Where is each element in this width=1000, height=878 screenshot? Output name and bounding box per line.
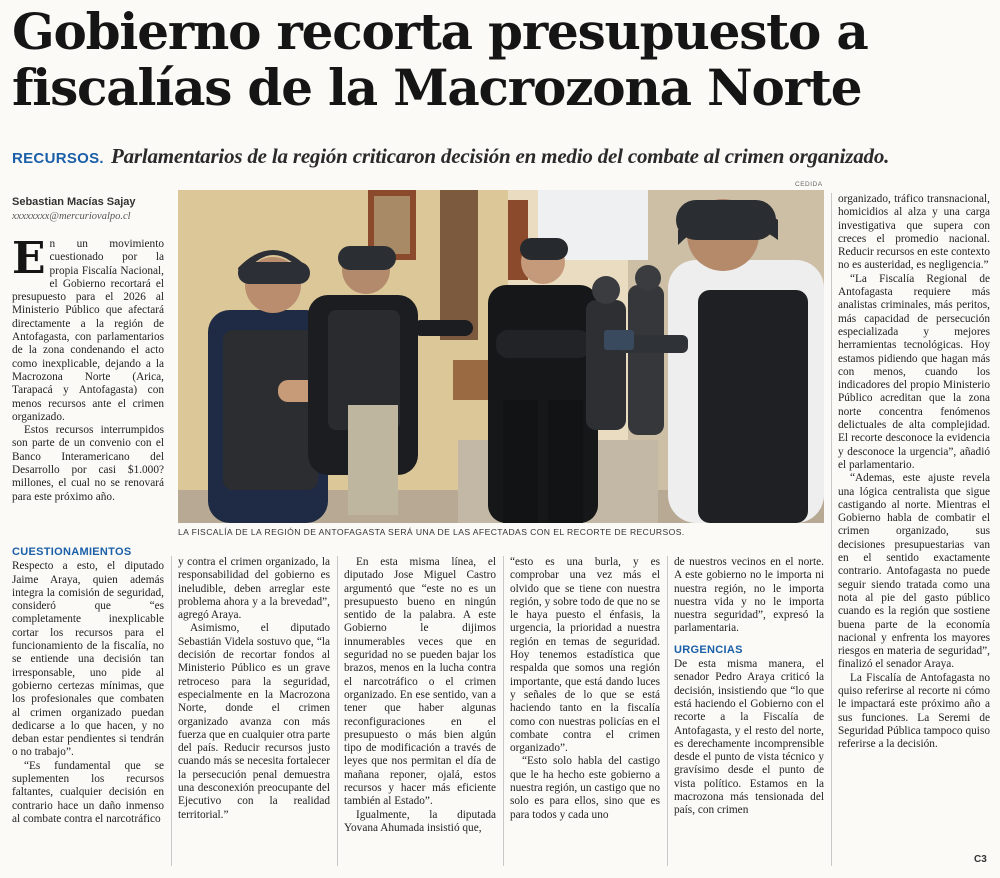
column-2 xyxy=(178,556,330,866)
headline-line-1: Gobierno recorta presupuesto a xyxy=(12,2,868,61)
paragraph: y contra el crimen organizado, la responsabilidad del gobierno es ineludible, deben arreglar este problema ahora y a la brevedad”, agregó Araya. xyxy=(178,556,330,622)
column-rule xyxy=(171,556,172,866)
column-1-lower xyxy=(12,543,164,863)
paragraph: Igualmente, la diputada Yovana Ahumada insistió que, xyxy=(344,808,496,834)
column-5 xyxy=(674,556,824,866)
paragraph: “esto es una burla, y es comprobar una vez más el olvido que se tiene con nuestra región, y sobre todo de que no se le haya puesto el énfasis, la urgencia, la prioridad a nuestra región en temas de seguridad. Hoy tenemos estadística que respalda que somos una región importante, que está dando luces y señales de lo que se está haciendo tanto en la fiscalía como con nuestras policías en el combate contra el crimen organizado”. xyxy=(510,556,660,755)
paragraph: Respecto a esto, el diputado Jaime Araya, quien además integra la comisión de seguridad, consideró que “es completamente inexplicable cortar los recursos para el funcionamiento de la fiscalía, no se entiende una decisión tan irresponsable, uno pide al gobierno certezas mínimas, que los profesionales que combaten al crimen organizado puedan dedicarse a lo que hacen, y no deban estar pendientes si tendrán o no trabajo”. xyxy=(12,560,164,759)
headline-line-2: fiscalías de la Macrozona Norte xyxy=(12,58,862,117)
section-heading-cuestionamientos: CUESTIONAMIENTOS xyxy=(12,546,132,558)
paragraph: “Esto solo habla del castigo que le ha hecho este gobierno a nuestra región, un castigo que no solo es para ellos, sino que es para todos y cada uno xyxy=(510,755,660,821)
kicker-tag: RECURSOS. xyxy=(12,150,104,167)
lead-paragraph: En un movimiento cuestionado por la propia Fiscalía Nacional, el Gobierno recortará el presupuesto para el 2026 al Ministerio Público que afectará directamente a la región de Antofagasta, con parlamentarios de la zona condenando el acto como inexplicable, dejando a la Macrozona Norte (Arica, Tarapacá y Antofagasta) con menos recursos ante el crimen organizado. xyxy=(12,238,164,423)
column-3 xyxy=(344,556,496,866)
paragraph: En esta misma línea, el diputado Jose Miguel Castro argumentó que “este no es un presupuesto bueno en ningún sentido de la palabra. A este Gobierno le dijimos innumerables veces que en seguridad no se pueden bajar los brazos, menos en la lucha contra el narcotráfico o el crimen organizado. En ese sentido, van a tener que haber algunas reconfiguraciones en el presupuesto o más bien algún tipo de modificación a través de leyes que nos permitan el día de mañana reponer, ojalá, estos recursos y hacer más eficiente también al Estado”. xyxy=(344,556,496,808)
paragraph: La Fiscalía de Antofagasta no quiso referirse al recorte ni cómo le impactará este próximo año a sus funciones. La Seremi de Seguridad Pública tampoco quiso referirse a la decisión. xyxy=(838,671,990,751)
section-heading-urgencias: URGENCIAS xyxy=(674,643,743,656)
paragraph: Estos recursos interrumpidos son parte de un convenio con el Banco Interamericano del Desarrollo por casi $1.000?millones, el cual no se renovará para este próximo año. xyxy=(12,424,164,503)
column-4 xyxy=(510,556,660,866)
headline xyxy=(12,4,992,116)
paragraph: “La Fiscalía Regional de Antofagasta requiere más analistas criminales, más peritos, más capacidad de persecución especializada y mejores herramientas tecnológicas. Hoy estamos pidiendo que hagan más con menos, cuando los indicadores del propio Ministerio Público acreditan que la zona norte concentra fenómenos delictuales de alta complejidad. El recorte desconoce la evidencia y desconoce la urgencia”, añadió el parlamentario. xyxy=(838,272,990,471)
kicker xyxy=(12,144,992,169)
column-rule xyxy=(337,556,338,866)
paragraph: de nuestros vecinos en el norte. A este gobierno no le importa ni nuestra región, no le importa nuestra vida y no le importa nuestra seguridad”, expresó la parlamentaria. xyxy=(674,556,824,635)
kicker-text: Parlamentarios de la región criticaron decisión en medio del combate al crimen organizado. xyxy=(110,144,890,168)
byline-email: xxxxxxxx@mercuriovalpo.cl xyxy=(12,211,131,222)
photo-credit: CEDIDA xyxy=(795,181,823,188)
paragraph: “Ademas, este ajuste revela una lógica centralista que sigue castigando al norte. Mientras el Gobierno habla de combatir el crimen organizado, sus decisiones presupuestarias van en el sentido exactamente contrario. Antofagasta no puede seguir siendo tratada como una nota al pie del gasto público cuando es la región que sostiene buena parte de la economía nacional y enfrenta los mayores riesgos en materia de seguridad”, finalizó el senador Araya. xyxy=(838,472,990,671)
news-photo xyxy=(178,190,824,523)
column-rule xyxy=(667,556,668,866)
paragraph: De esta misma manera, el senador Pedro Araya criticó la decisión, insistiendo que “lo que está haciendo el Gobierno con el recorte a la Fiscalía de Antofagasta, y el resto del norte, es derechamente incomprensible desde el punto de vista técnico y gravísimo desde el punto de vista político. Estamos en la macrozona más tensionada del país, con crimen xyxy=(674,658,824,817)
paragraph: Asimismo, el diputado Sebastián Videla sostuvo que, “la decisión de recortar fondos al Ministerio Público es un grave retroceso para la seguridad, especialmente en la Macrozona Norte, donde el crimen organizado avanza con más fuerza que en cualquier otra parte del país. Reducir recursos justo cuando más se necesita fortalecer la persecución penal demuestra una desconexión preocupante del Ejecutivo con la realidad territorial.” xyxy=(178,622,330,821)
paragraph: “Es fundamental que se suplementen los recursos faltantes, cualquier decisión en contrario hace un daño inmenso al combate contra el narcotráfico xyxy=(12,759,164,825)
column-rule xyxy=(503,556,504,866)
column-1 xyxy=(12,238,164,538)
byline-author: Sebastian Macías Sajay xyxy=(12,196,136,208)
column-rule xyxy=(831,193,832,866)
paragraph: organizado, tráfico transnacional, homicidios al alza y una carga investigativa que supera con creces el promedio nacional. Reducir recursos en este contexto no es austeridad, es negligencia.” xyxy=(838,193,990,272)
column-6 xyxy=(838,193,990,863)
dropcap: E xyxy=(12,238,46,284)
end-mark: C3 xyxy=(974,854,987,865)
photo-illustration xyxy=(178,190,824,523)
photo-caption: LA FISCALÍA DE LA REGIÓN DE ANTOFAGASTA SERÁ UNA DE LAS AFECTADAS CON EL RECORTE DE RECURSOS. xyxy=(178,527,685,537)
